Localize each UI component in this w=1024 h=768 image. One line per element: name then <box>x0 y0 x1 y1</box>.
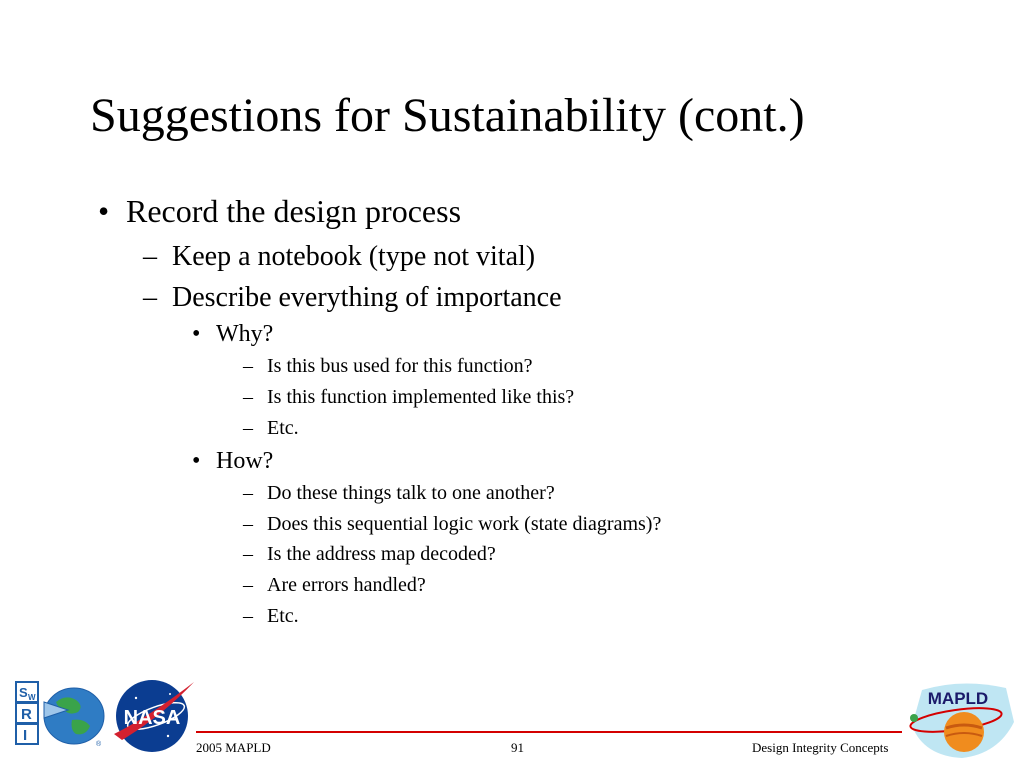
dash-marker: – <box>243 513 253 535</box>
slide-title: Suggestions for Sustainability (cont.) <box>90 89 805 142</box>
dash-marker: – <box>243 417 253 439</box>
bullet-text: Why? <box>216 321 274 347</box>
sub-bullet-item <box>143 241 536 273</box>
dash-marker: – <box>143 282 157 313</box>
dash-marker: – <box>243 355 253 377</box>
bullet-text: Is the address map decoded? <box>267 543 496 565</box>
mapld-logo <box>902 676 1020 762</box>
swri-letter-w: W <box>28 693 36 702</box>
level4-item <box>243 513 662 536</box>
dash-marker: – <box>243 605 253 627</box>
bullet-text: Are errors handled? <box>267 574 426 596</box>
sub-sub-bullet-item <box>192 321 274 348</box>
sub-sub-bullet-item <box>192 448 274 475</box>
bullet-marker: • <box>192 448 201 474</box>
level4-item <box>243 574 426 597</box>
swri-letter-i: I <box>23 727 28 744</box>
level4-item <box>243 386 575 409</box>
dash-marker: – <box>243 386 253 408</box>
nasa-wordmark: NASA <box>123 707 181 729</box>
level4-item <box>243 605 299 628</box>
bullet-text: Do these things talk to one another? <box>267 482 555 504</box>
bullet-marker: • <box>192 321 201 347</box>
bullet-text: Is this bus used for this function? <box>267 355 533 377</box>
bullet-text: Etc. <box>267 417 299 439</box>
registered-mark: ® <box>96 741 102 748</box>
footer-left: 2005 MAPLD <box>196 740 271 755</box>
swri-logo <box>14 680 106 748</box>
bullet-text: Does this sequential logic work (state diagrams)? <box>267 513 662 535</box>
footer-page-number: 91 <box>511 740 524 755</box>
level4-item <box>243 482 555 505</box>
footer-right: Design Integrity Concepts <box>752 740 889 755</box>
dash-marker: – <box>243 574 253 596</box>
bullet-text: Describe everything of importance <box>172 282 562 313</box>
bullet-text: Keep a notebook (type not vital) <box>172 241 536 272</box>
bullet-marker: • <box>98 193 110 229</box>
bullet-item <box>98 193 462 230</box>
bullet-text: How? <box>216 448 274 474</box>
dash-marker: – <box>143 241 157 272</box>
swri-letter-r: R <box>21 706 32 723</box>
bullet-text: Record the design process <box>126 193 462 229</box>
level4-item <box>243 355 533 378</box>
level4-item <box>243 417 299 440</box>
dash-marker: – <box>243 482 253 504</box>
nasa-logo <box>110 676 198 754</box>
bullet-text: Is this function implemented like this? <box>267 386 575 408</box>
mapld-wordmark: MAPLD <box>927 689 989 708</box>
level4-item <box>243 543 496 566</box>
footer-divider <box>196 731 902 733</box>
dash-marker: – <box>243 543 253 565</box>
bullet-text: Etc. <box>267 605 299 627</box>
swri-letter-s: S <box>19 685 28 700</box>
sub-bullet-item <box>143 282 562 314</box>
